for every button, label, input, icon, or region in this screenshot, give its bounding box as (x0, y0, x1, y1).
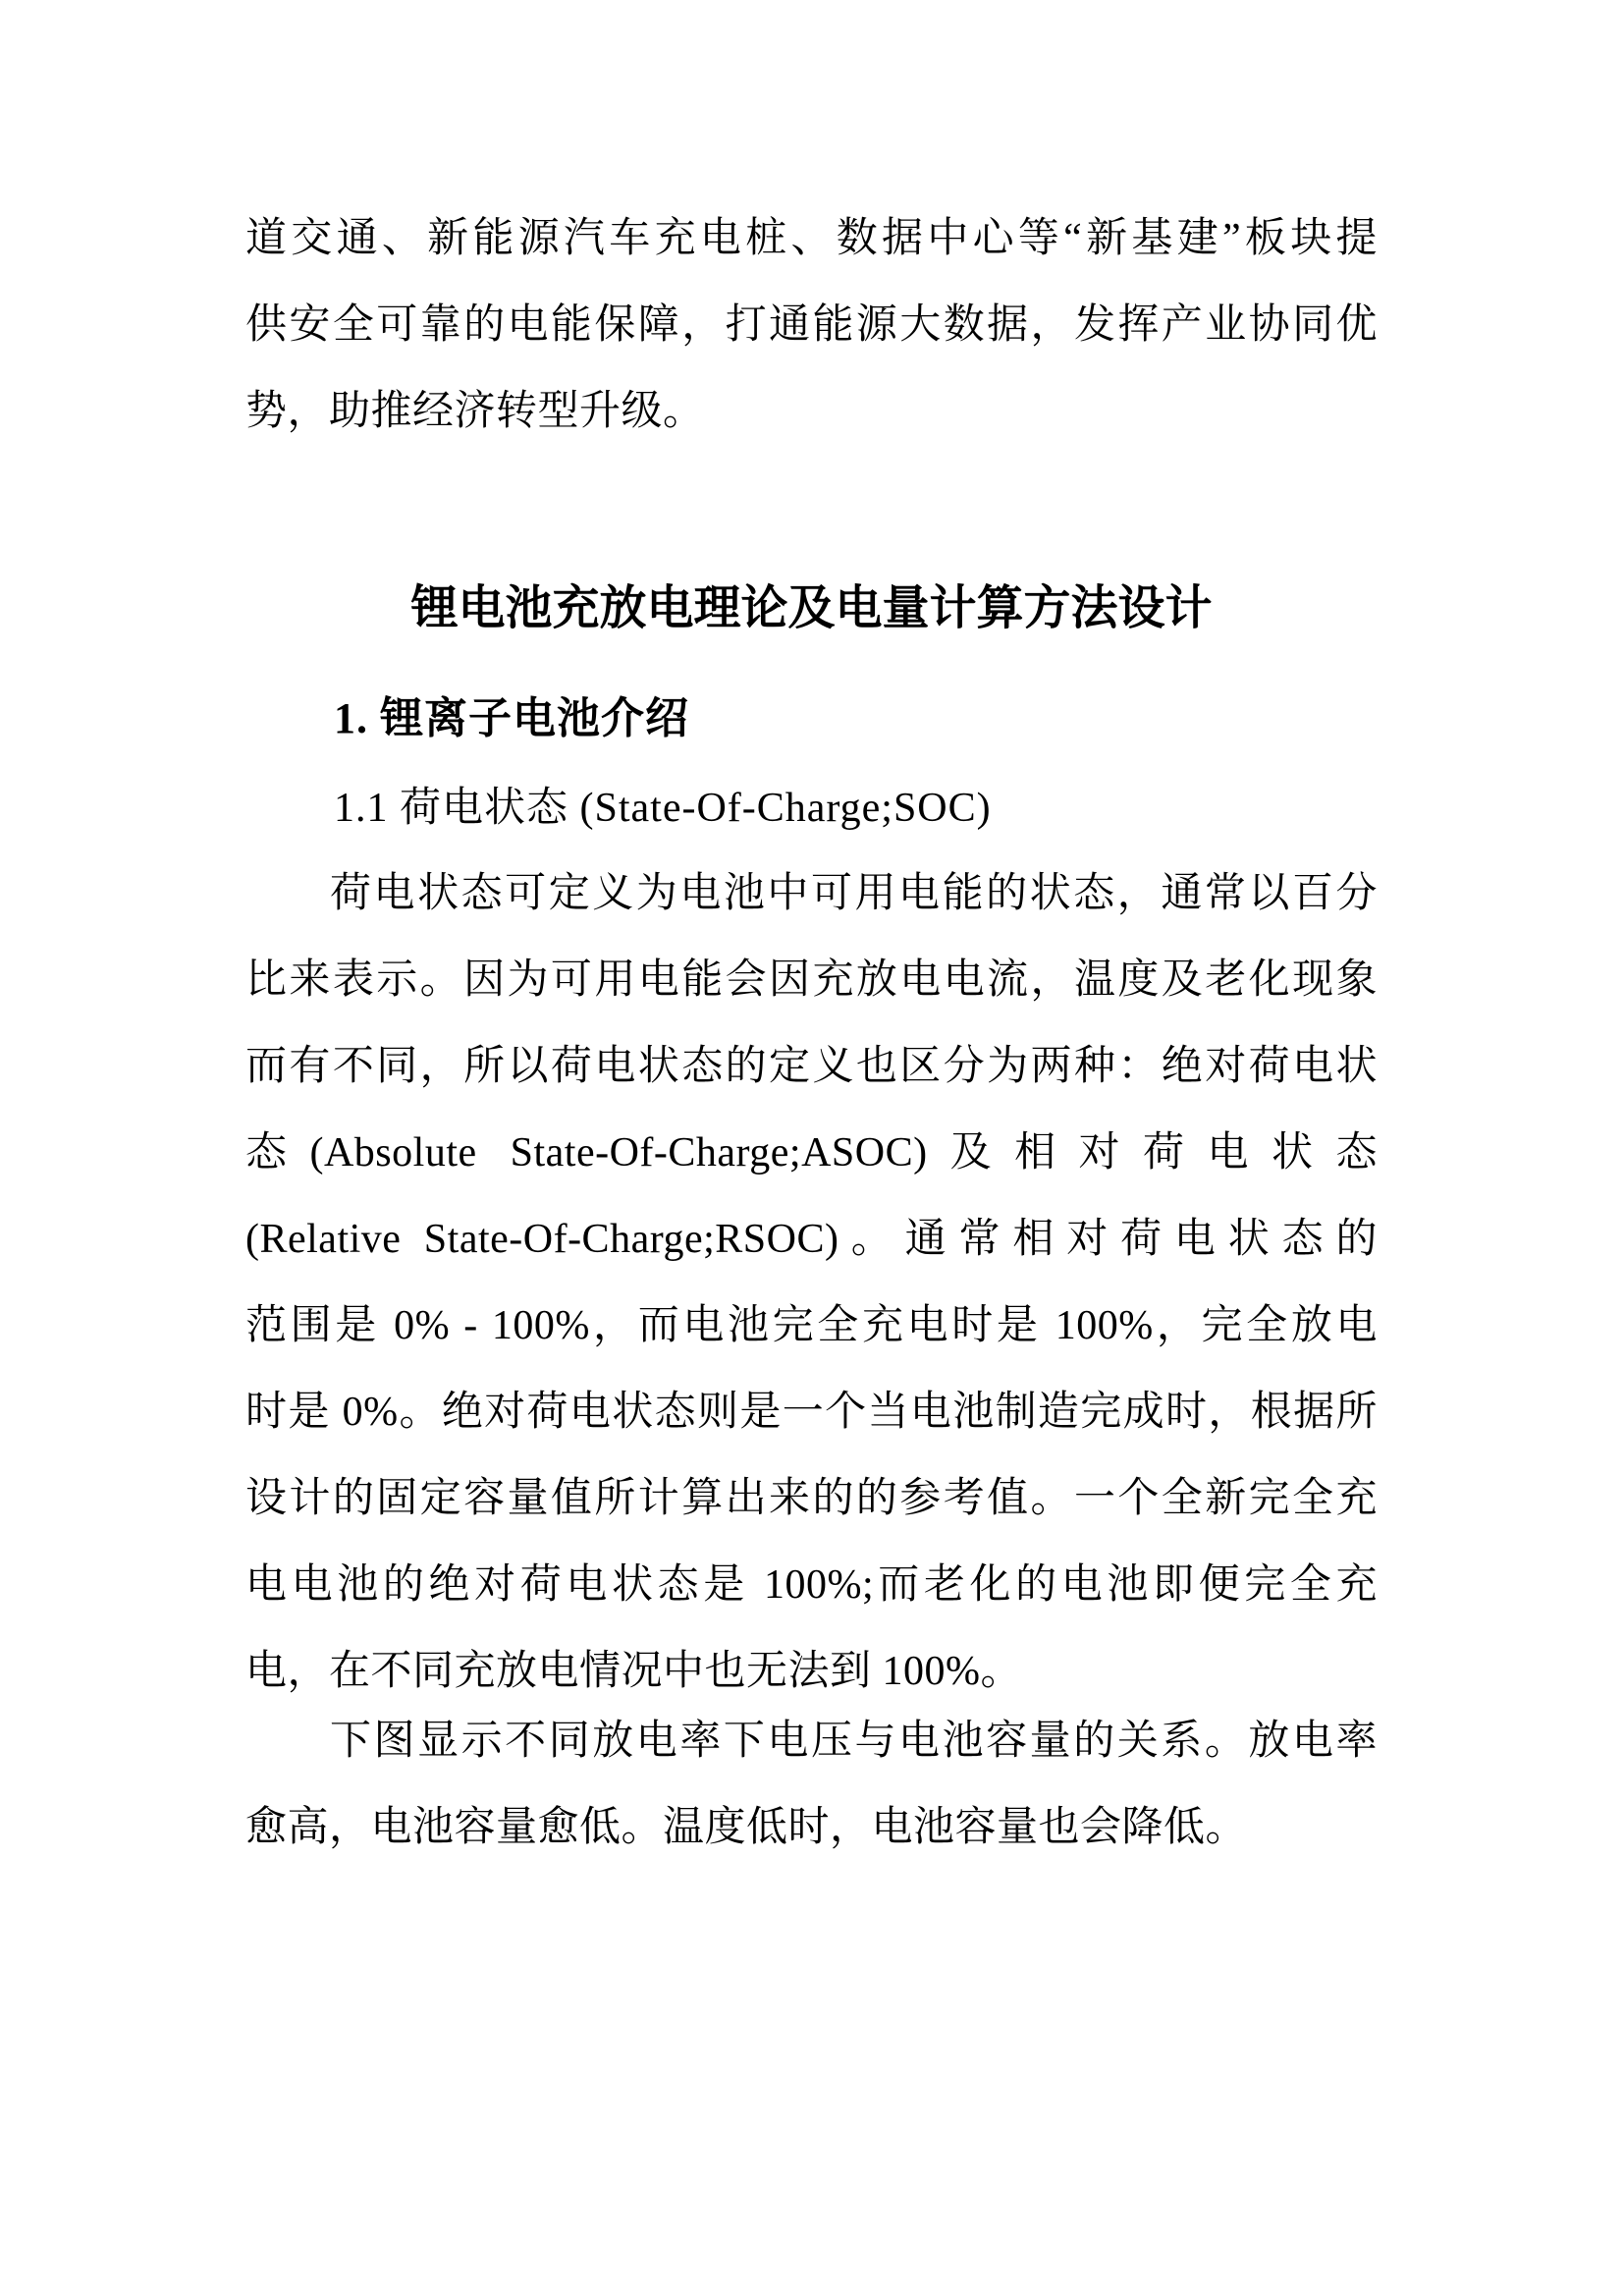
text-line: 比来表示。因为可用电能会因充放电电流，温度及老化现象 (245, 957, 1378, 1003)
section-heading: 1. 锂离子电池介绍 (334, 694, 689, 742)
text-line: 供安全可靠的电能保障，打通能源大数据，发挥产业协同优 (245, 302, 1378, 348)
discharge-paragraph (245, 1698, 1378, 1871)
text-line: 下图显示不同放电率下电压与电池容量的关系。放电率 (330, 1719, 1378, 1764)
document-title: 锂电池充放电理论及电量计算方法设计 (410, 582, 1213, 634)
text-line: 荷电状态可定义为电池中可用电能的状态，通常以百分 (330, 871, 1378, 916)
intro-paragraph (245, 195, 1378, 455)
text-line: (Relative State-Of-Charge;RSOC)。通常相对荷电状态的 (245, 1217, 1378, 1262)
text-line: 态(Absolute State-Of-Charge;ASOC)及相对荷电状态 (245, 1130, 1378, 1175)
text-line: 愈高，电池容量愈低。温度低时，电池容量也会降低。 (245, 1805, 1248, 1850)
text-line: 范围是 0% - 100%，而电池完全充电时是 100%，完全放电 (245, 1303, 1378, 1348)
text-line: 电电池的绝对荷电状态是 100%;而老化的电池即便完全充 (245, 1562, 1378, 1608)
text-line: 电，在不同充放电情况中也无法到 100%。 (245, 1649, 1022, 1694)
text-line: 势，助推经济转型升级。 (245, 389, 705, 434)
subsection-heading: 1.1 荷电状态 (State-Of-Charge;SOC) (334, 786, 992, 831)
text-line: 设计的固定容量值所计算出来的的参考值。一个全新完全充 (245, 1476, 1378, 1521)
text-line: 时是 0%。绝对荷电状态则是一个当电池制造完成时，根据所 (245, 1390, 1378, 1435)
text-line: 道交通、新能源汽车充电桩、数据中心等“新基建”板块提 (245, 216, 1378, 261)
soc-paragraph (245, 850, 1378, 1715)
text-line: 而有不同，所以荷电状态的定义也区分为两种：绝对荷电状 (245, 1044, 1378, 1089)
